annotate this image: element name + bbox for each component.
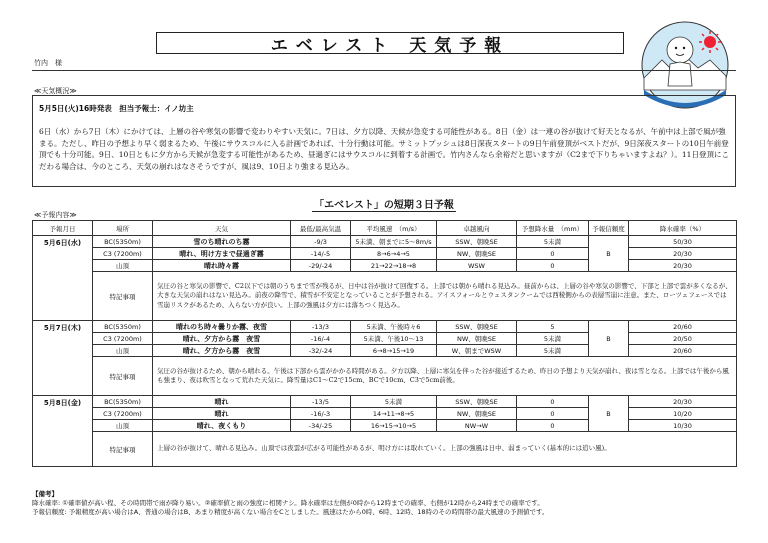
temp: -29/-24 — [291, 260, 351, 272]
pop: 10/20 — [629, 408, 737, 420]
note-label: 特記事項 — [93, 432, 153, 467]
note-row — [33, 272, 737, 321]
table-row — [33, 248, 737, 260]
weather: 晴れ、明け方まで昼過ぎ霧 — [153, 248, 291, 260]
table-row — [33, 420, 737, 432]
precip: 0 — [517, 260, 589, 272]
pop: 20/60 — [629, 345, 737, 357]
weather: 晴れ、夕方から霧 夜雪 — [153, 333, 291, 345]
forecast-label: ≪予報内容≫ — [34, 211, 77, 219]
precip: 5未満 — [517, 345, 589, 357]
place: BC(5350m) — [93, 236, 153, 248]
reliability: B — [589, 236, 629, 272]
temp: -32/-24 — [291, 345, 351, 357]
weather: 雪のち晴れのち霧 — [153, 236, 291, 248]
forecast-title: 「エベレスト」の短期３日予報 — [314, 200, 454, 211]
table-row — [33, 321, 737, 333]
day-date: 5月8日(金) — [33, 396, 93, 467]
precip: 5未満 — [517, 333, 589, 345]
col-precip: 予想降水量 （mm） — [517, 221, 589, 236]
table-row — [33, 260, 737, 272]
temp: -13/3 — [291, 321, 351, 333]
pop: 20/30 — [629, 260, 737, 272]
pop: 20/30 — [629, 396, 737, 408]
col-reliability: 予報信頼度 — [589, 221, 629, 236]
wind: 14→11→8→5 — [351, 408, 437, 420]
wind-dir: SSW、朝晩SE — [437, 236, 517, 248]
recipient: 竹内 様 — [34, 59, 62, 67]
precip: 5未満 — [517, 236, 589, 248]
wind-dir: NW、朝晩SE — [437, 333, 517, 345]
issue-info: 5月5日(火)16時発表 担当予報士：イノ坊主 — [39, 104, 194, 113]
wind: 16→15→10→5 — [351, 420, 437, 432]
place: 山頂 — [93, 260, 153, 272]
forecast-table — [32, 220, 737, 467]
weather: 晴れ時々霧 — [153, 260, 291, 272]
temp: -9/3 — [291, 236, 351, 248]
pop: 50/30 — [629, 236, 737, 248]
wind: 5未満、朝までに5〜8m/s — [351, 236, 437, 248]
wind-dir: SSW、朝晩SE — [437, 396, 517, 408]
temp: -14/-5 — [291, 248, 351, 260]
overview-box — [32, 95, 736, 187]
overview-text: 6日（水）から7日（木）にかけては、上層の谷や寒気の影響で変わりやすい天気に。7日は、夕方以降、天候が急変する可能性がある。8日（金）は一連の谷が抜けて好天となるが、午前中は上部で風が強まる。ただし、昨日の予想より早く弱まるため、午後にサウスコルに入る計画であれば、十分行動は可能。サミットプッシュは8日深夜スタートの9日午前登頂がベストだが、9日深夜スタートの10日午前登頂でも十分可能。9日、10日ともに夕方から天候が急変する可能性があるため、昼過ぎにはサウスコルに到着する計画で。竹内さんなら余裕だと思いますが（C2まで下りちゃいますよね？）。11日登頂にこだわる場合は、今のところ、天気の崩れはなさそうですが、風は9、10日より強まる見込み。 — [39, 127, 729, 171]
table-row — [33, 236, 737, 248]
note-label: 特記事項 — [93, 357, 153, 396]
note-text: 気圧の谷が抜けるため、朝から晴れる。午後は下部から雲がかかる時間がある。夕方以降、上層に寒気を伴った谷が接近するため、昨日の予想より天気が崩れ、夜は雪となる。上部では午後から風も強まり、夜は吹雪となって荒れた天気に。降雪量はC1〜C2で15cm、BCで10cm、C3で5cm前後。 — [153, 357, 737, 396]
weather: 晴れ — [153, 408, 291, 420]
wind: 6→8→15→19 — [351, 345, 437, 357]
table-row — [33, 408, 737, 420]
remarks-line-1: 降水確率: ①確率値が高い程、その時間帯で雨が降り易い。②確率値と雨の強度に相関ナシ。降水確率は左側が0時から12時までの確率、右側が12時から24時までの確率です。 — [32, 499, 544, 507]
place: C3 (7200m) — [93, 408, 153, 420]
weather: 晴れのち時々曇りか霧、夜雪 — [153, 321, 291, 333]
pop: 20/30 — [629, 248, 737, 260]
precip: 0 — [517, 420, 589, 432]
place: 山頂 — [93, 345, 153, 357]
wind: 8→6→4→5 — [351, 248, 437, 260]
wind-dir: W、朝までWSW — [437, 345, 517, 357]
table-row — [33, 396, 737, 408]
temp: -34/-25 — [291, 420, 351, 432]
page-title: エベレスト 天気予報 — [270, 35, 510, 56]
table-row — [33, 345, 737, 357]
col-pop: 降水確率（%） — [629, 221, 737, 236]
reliability: B — [589, 321, 629, 357]
wind: 5未満、午後時々6 — [351, 321, 437, 333]
pop: 10/30 — [629, 420, 737, 432]
weather: 晴れ、夕方から霧 夜雪 — [153, 345, 291, 357]
note-text: 上層の谷が抜けて、晴れる見込み。山頂では夜雲が広がる可能性があるが、明け方には取れていく。上部の強風は日中、弱まっていく(基本的には追い風)。 — [153, 432, 737, 467]
precip: 0 — [517, 396, 589, 408]
precip: 0 — [517, 248, 589, 260]
wind: 5未満、午後10〜13 — [351, 333, 437, 345]
note-row — [33, 432, 737, 467]
day-date: 5月6日(水) — [33, 236, 93, 321]
wind-dir: WSW — [437, 260, 517, 272]
place: C3 (7200m) — [93, 333, 153, 345]
weather: 晴れ — [153, 396, 291, 408]
wind: 21→22→18→8 — [351, 260, 437, 272]
note-label: 特記事項 — [93, 272, 153, 321]
pop: 20/60 — [629, 321, 737, 333]
col-wind: 平均風速 （m/s） — [351, 221, 437, 236]
place: BC(5350m) — [93, 321, 153, 333]
col-date: 予報月日 — [33, 221, 93, 236]
col-direction: 卓越風向 — [437, 221, 517, 236]
note-row — [33, 357, 737, 396]
wind-dir: NW→W — [437, 420, 517, 432]
pop: 20/50 — [629, 333, 737, 345]
place: BC(5350m) — [93, 396, 153, 408]
place: 山頂 — [93, 420, 153, 432]
precip: 0 — [517, 408, 589, 420]
day-date: 5月7日(木) — [33, 321, 93, 396]
col-weather: 天気 — [153, 221, 291, 236]
header-divider — [32, 70, 736, 71]
remarks-line-2: 予報信頼度: 予報精度が高い場合はA、普通の場合はB、あまり精度が高くない場合をCとしました。風速はたから0時、6時、12時、18時のその時間帯の最大風速の予測値です。 — [32, 508, 549, 516]
table-row — [33, 333, 737, 345]
wind-dir: SSW、朝晩SE — [437, 321, 517, 333]
temp: -16/-3 — [291, 408, 351, 420]
precip: 5 — [517, 321, 589, 333]
reliability: B — [589, 396, 629, 432]
place: C3 (7200m) — [93, 248, 153, 260]
remarks-label: 【備考】 — [32, 490, 58, 498]
wind-dir: NW、朝晩SE — [437, 408, 517, 420]
overview-label: ≪天気概況≫ — [34, 87, 77, 95]
weather: 晴れ、夜くもり — [153, 420, 291, 432]
wind: 5未満 — [351, 396, 437, 408]
table-header-row — [33, 221, 737, 236]
wind-dir: NW、朝晩SE — [437, 248, 517, 260]
note-text: 気圧の谷と寒気の影響で、C2以下では朝のうちまで雪が残るが、日中は谷が抜けて回復する。上部では朝から晴れる見込み。昼前からは、上層の谷や寒気の影響で、下部と上部で雲が多くなるが、大きな天気の崩れはない見込み。前夜の降雪で、積雪が不安定となっていることが予想される。アイスフォールとウェスタンクームでは西稜側からの表層雪崩に注意。また、ローツェフェースでは雪崩リスクがあるため、入らない方が良い。上部の強風は夕方には落ちつく見込み。 — [153, 272, 737, 321]
temp: -16/-4 — [291, 333, 351, 345]
page-title-bar — [156, 32, 624, 54]
col-place: 場所 — [93, 221, 153, 236]
temp: -13/5 — [291, 396, 351, 408]
col-temp: 最低/最高気温 — [291, 221, 351, 236]
remarks — [32, 490, 736, 517]
